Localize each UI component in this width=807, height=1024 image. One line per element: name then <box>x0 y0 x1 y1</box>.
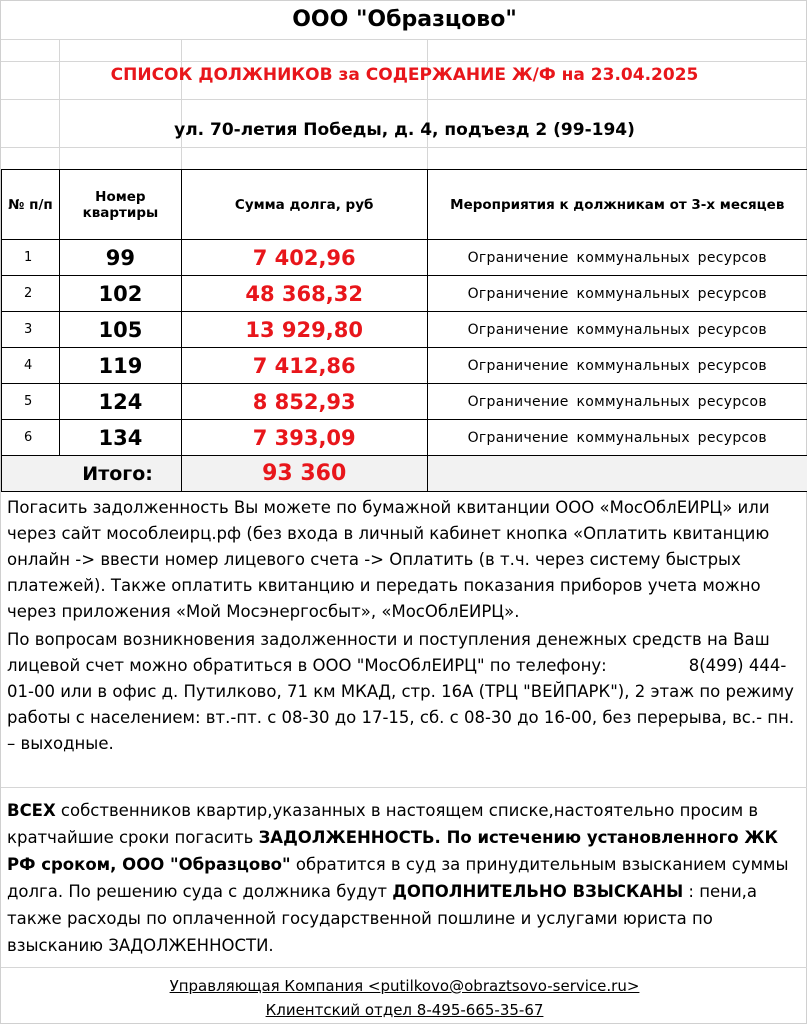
footer-company-email: Управляющая Компания <putilkovo@obraztsovo-service.ru> <box>169 977 640 995</box>
row-number: 6 <box>2 420 60 456</box>
warning-text-3: : пени,а также расходы по оплаченной государственной пошлине и услугами юриста по взысканию ЗАДОЛЖЕННОСТИ. <box>7 882 758 955</box>
apartment-number: 102 <box>59 276 181 312</box>
building-address: ул. 70-летия Победы, д. 4, подъезд 2 (99-194) <box>174 120 635 140</box>
contact-info <box>7 627 805 757</box>
measure-text: Ограничение коммунальных ресурсов <box>427 240 807 276</box>
apartment-number: 119 <box>59 348 181 384</box>
warning-bold-3: ДОПОЛНИТЕЛЬНО ВЗЫСКАНЫ <box>392 882 684 901</box>
debt-sum: 13 929,80 <box>181 312 427 348</box>
column-header-number: № п/п <box>2 170 60 240</box>
debt-sum: 48 368,32 <box>181 276 427 312</box>
owners-warning <box>7 797 805 959</box>
row-number: 3 <box>2 312 60 348</box>
warning-bold-2: ЗАДОЛЖЕННОСТЬ. По истечению установленного ЖК РФ сроком, ООО "Образцово" <box>7 828 779 874</box>
divider <box>1 967 807 968</box>
column-header-apartment: Номер квартиры <box>59 170 181 240</box>
table-row <box>2 312 807 348</box>
table-header-row <box>2 170 807 240</box>
debtors-list-title: СПИСОК ДОЛЖНИКОВ за СОДЕРЖАНИЕ Ж/Ф на 23.04.2025 <box>110 65 699 85</box>
measure-text: Ограничение коммунальных ресурсов <box>427 276 807 312</box>
footer-client-department: Клиентский отдел 8-495-665-35-67 <box>265 1001 544 1019</box>
debt-sum: 7 393,09 <box>181 420 427 456</box>
column-header-debt-sum: Сумма долга, руб <box>181 170 427 240</box>
table-row <box>2 348 807 384</box>
measure-text: Ограничение коммунальных ресурсов <box>427 420 807 456</box>
grid-line <box>181 39 182 169</box>
grid-line <box>1 61 807 62</box>
table-row <box>2 384 807 420</box>
divider <box>1 787 807 788</box>
table-row <box>2 276 807 312</box>
row-number: 4 <box>2 348 60 384</box>
debt-sum: 7 412,86 <box>181 348 427 384</box>
debt-sum: 8 852,93 <box>181 384 427 420</box>
warning-text-2: обратится в суд за принудительным взысканием суммы долга. По решению суда с должника будут <box>7 855 789 901</box>
row-number: 1 <box>2 240 60 276</box>
table-row <box>2 240 807 276</box>
row-number: 2 <box>2 276 60 312</box>
payment-instructions: Погасить задолженность Вы можете по бумажной квитанции ООО «МосОблЕИРЦ» или через сайт мособлеирц.рф (без входа в личный кабинет кнопка «Оплатить квитанцию онлайн -> ввести номер лицевого счета -> Оплатить (в т.ч. через систему быстрых платежей). Также оплатить квитанцию и передать показания приборов учета можно через приложения «Мой Мосэнергосбыт», «МосОблЕИРЦ». <box>7 498 770 621</box>
table-row <box>2 420 807 456</box>
measure-text: Ограничение коммунальных ресурсов <box>427 384 807 420</box>
warning-bold-1: ВСЕХ <box>7 801 56 820</box>
total-row <box>2 456 807 492</box>
grid-line <box>1 147 807 148</box>
total-sum: 93 360 <box>181 456 427 492</box>
debtors-table <box>1 169 807 492</box>
contact-phone: 8(499) 444-01-00 <box>7 656 787 701</box>
grid-line <box>427 39 428 169</box>
row-number: 5 <box>2 384 60 420</box>
column-header-measures: Мероприятия к должникам от 3-х месяцев <box>427 170 807 240</box>
contact-text: По вопросам возникновения задолженности и поступления денежных средств на Ваш лицевой счет можно обратиться в ООО "МосОблЕИРЦ" по телефону: <box>7 630 770 675</box>
apartment-number: 134 <box>59 420 181 456</box>
company-title: ООО "Образцово" <box>292 7 517 32</box>
contact-address-text: или в офис д. Путилково, 71 км МКАД, стр. 16А (ТРЦ "ВЕЙПАРК"), 2 этаж по режиму работы с населением: вт.-пт. с 08-30 до 17-15, сб. с 08-30 до 16-00, без перерыва, вс.- пн. – выходные. <box>7 682 795 753</box>
apartment-number: 124 <box>59 384 181 420</box>
total-empty-cell <box>427 456 807 492</box>
debt-sum: 7 402,96 <box>181 240 427 276</box>
grid-line <box>1 99 807 100</box>
apartment-number: 99 <box>59 240 181 276</box>
measure-text: Ограничение коммунальных ресурсов <box>427 312 807 348</box>
grid-line <box>1 39 807 40</box>
total-label: Итого: <box>2 456 182 492</box>
apartment-number: 105 <box>59 312 181 348</box>
grid-line <box>59 39 60 169</box>
warning-text-1: собственников квартир,указанных в настоящем списке,настоятельно просим в кратчайшие сроки погасить <box>7 801 759 847</box>
measure-text: Ограничение коммунальных ресурсов <box>427 348 807 384</box>
